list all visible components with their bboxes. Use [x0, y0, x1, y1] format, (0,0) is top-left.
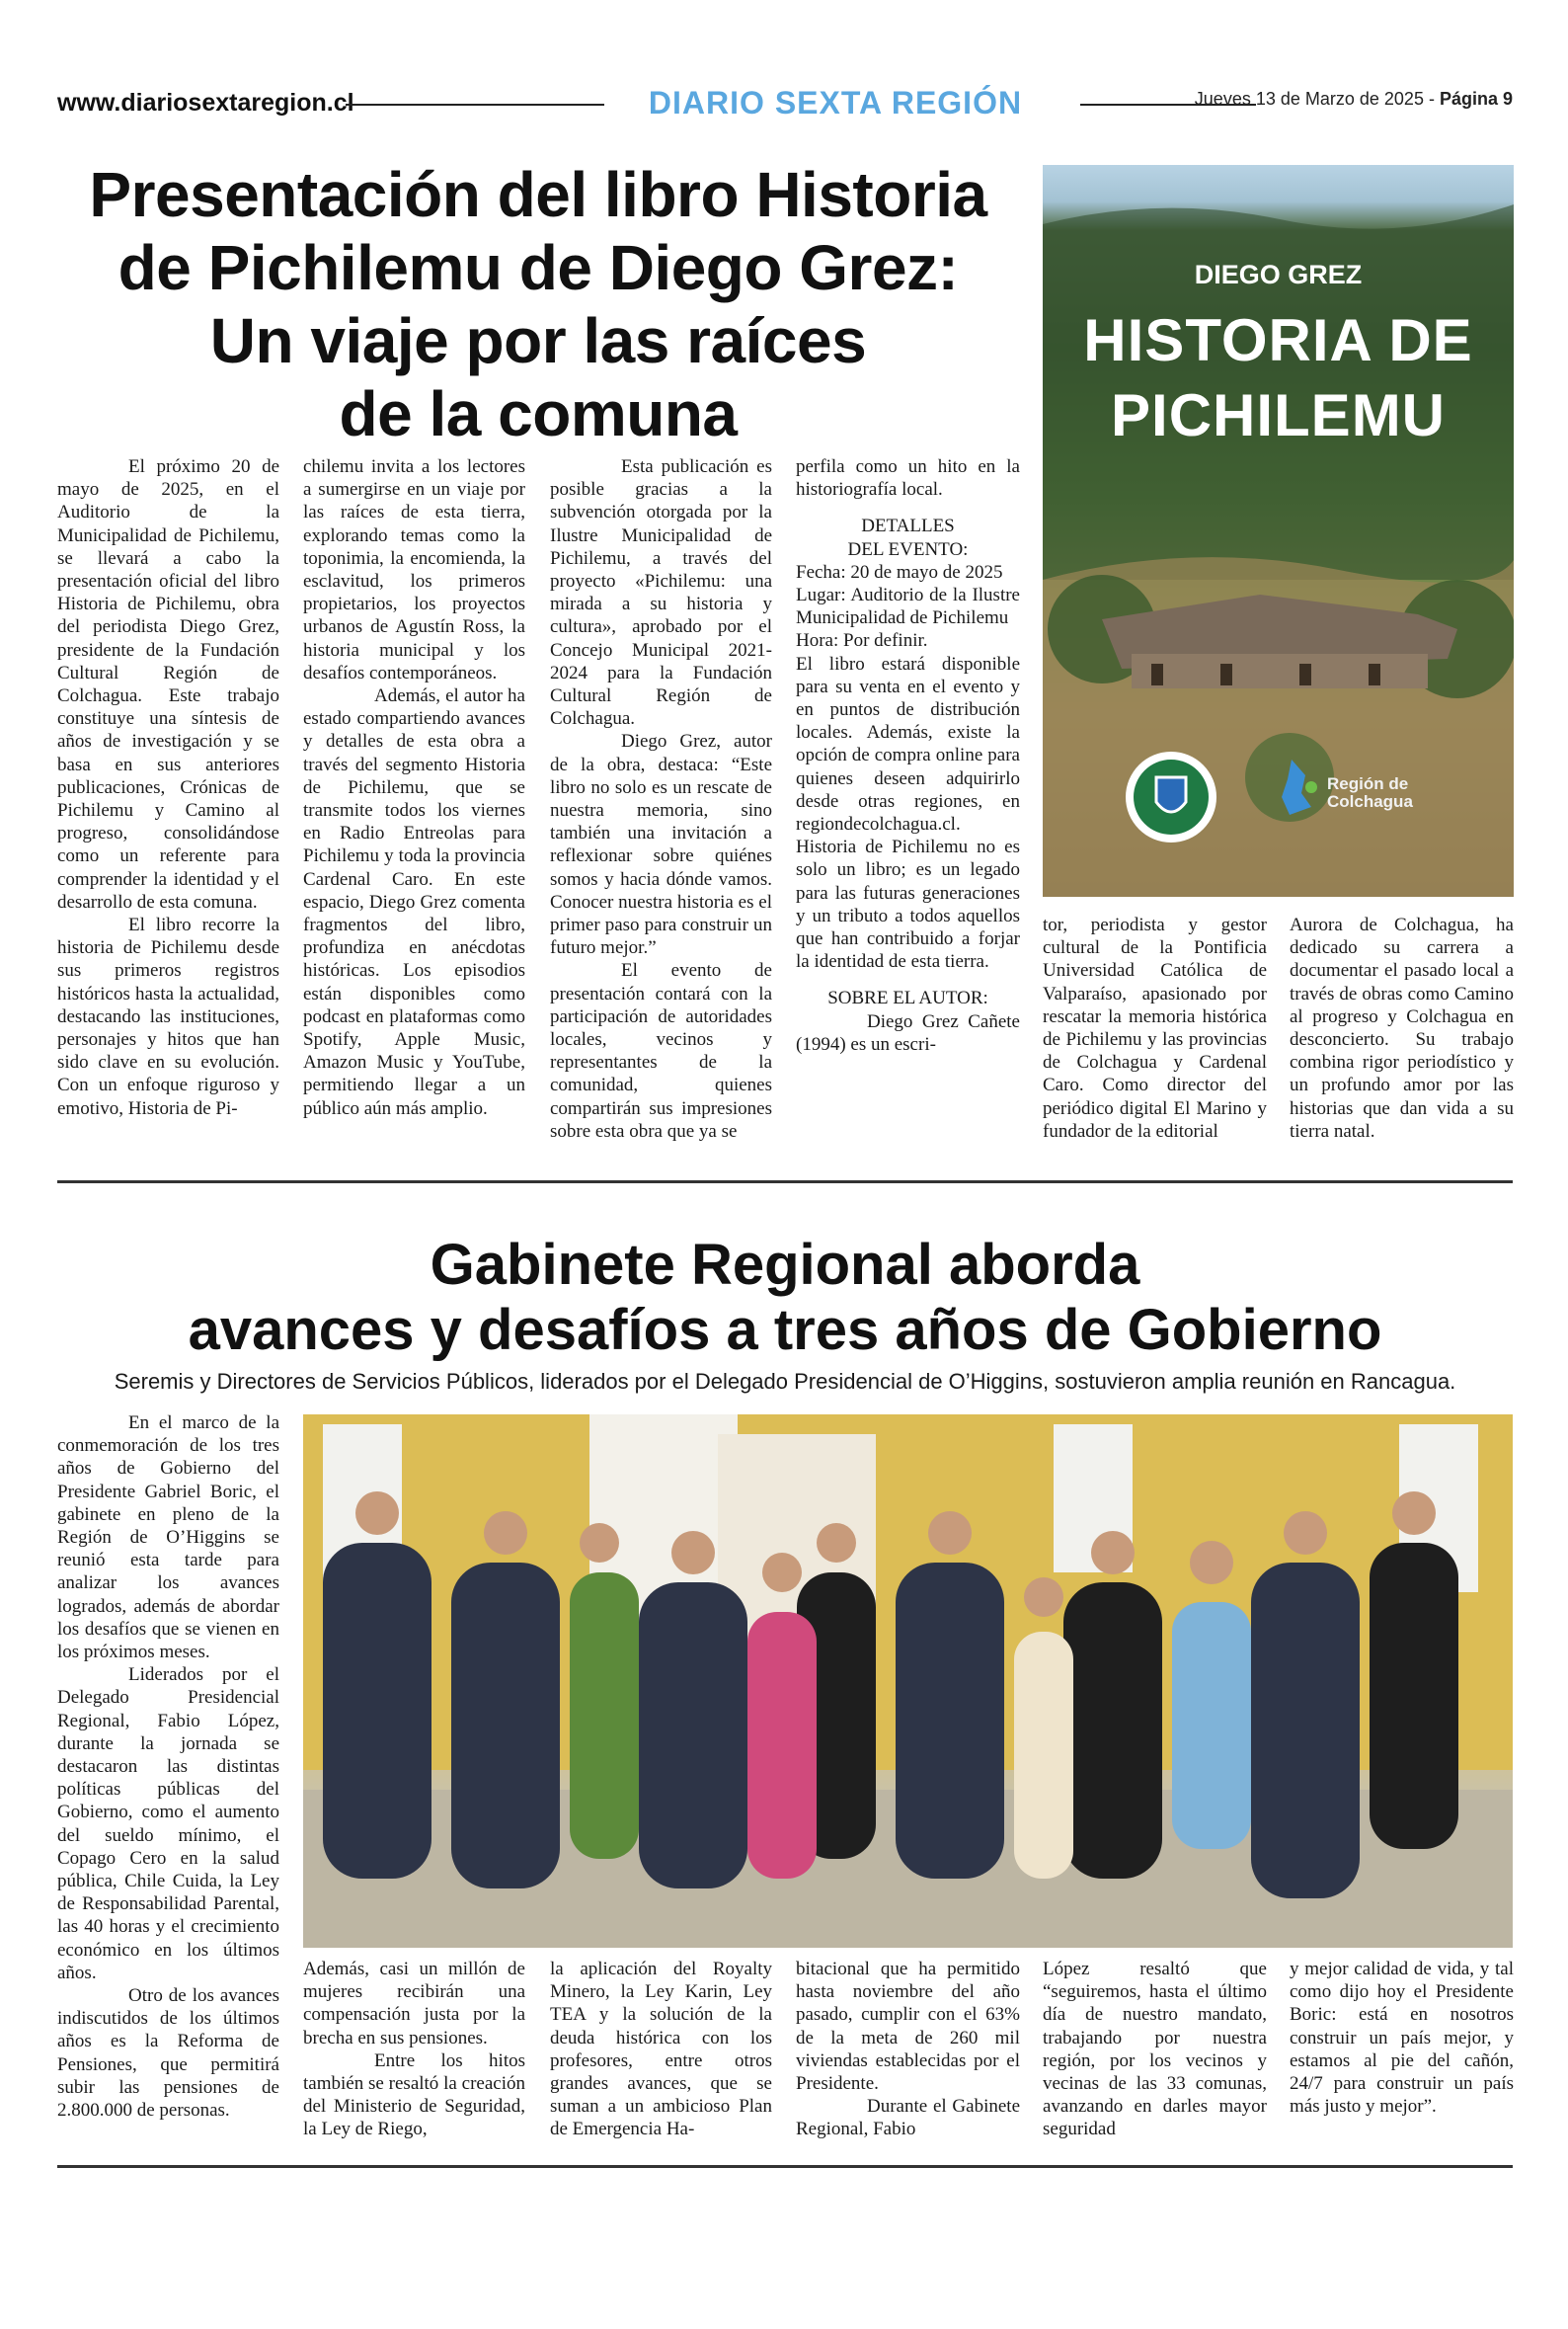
article2-column-5 [1043, 1958, 1267, 2141]
municipality-seal-icon [1122, 748, 1270, 846]
page-number: Página 9 [1439, 89, 1513, 109]
article2-column-4 [796, 1958, 1020, 2141]
article1-headline: Presentación del libro Historia de Pichilemu de Diego Grez: Un viaje por las raíces de la comuna [89, 159, 987, 449]
paragraph: El libro recorre la historia de Pichilemu desde sus primeros registros históricos hasta la actualidad, destacando las instituciones, personajes y hitos que han sido clave en su evolución. Con un enfoque riguroso y emotivo, Historia de Pi- [57, 915, 279, 1119]
paragraph: En el marco de la conmemoración de los tres años de Gobierno del Presidente Gabriel Boric, el gabinete en pleno de la Región de O’Higgins se reunió esta tarde para analizar los avances logrados, además de abordar los desafíos que se vienen en los próximos meses. [57, 1412, 279, 1663]
paragraph: Además, el autor ha estado compartiendo avances y detalles de esta obra a través del segmento Historia de Pichilemu, que se transmite todos los viernes en Radio Entreolas para Pichilemu y toda la provincia Cardenal Caro. En este espacio, Diego Grez comenta fragmentos del libro, profundiza en anécdotas históricas. Los episodios están disponibles como podcast en plataformas como Spotify, Apple Music, Amazon Music y YouTube, permitiendo llegar a un público aún más amplio. [303, 685, 525, 1119]
cover-title: HISTORIA DE PICHILEMU [1083, 307, 1473, 448]
group-photo-illustration [303, 1414, 1513, 1948]
header-divider-left [346, 104, 604, 106]
article1-column-6 [1290, 914, 1514, 1143]
article2-column-1 [57, 1411, 279, 2122]
issue-date: Jueves 13 de Marzo de 2025 - Página 9 [1194, 89, 1513, 109]
paragraph: López resaltó que “seguiremos, hasta el último día de nuestro mandato, trabajando por nuestra región, por los vecinos y vecinas de las 33 comunas, avanzando en darles mayor seguridad [1043, 1959, 1267, 2140]
paragraph: Liderados por el Delegado Presidencial Regional, Fabio López, durante la jornada se destacaron las distintas políticas públicas del Gobierno, como el aumento del sueldo mínimo, el Copago Cero en la salud pública, Chile Cuida, la Ley de Responsabilidad Parental, las 40 horas y el crecimiento económico en los últimos años. [57, 1664, 279, 1983]
book-cover-image [1043, 165, 1514, 897]
newspaper-brand: DIARIO SEXTA REGIÓN [648, 85, 1023, 120]
paragraph: y mejor calidad de vida, y tal como dijo hoy el Presidente Boric: está en nosotros construir un país mejor, y estamos al pie del cañón, 24/7 para construir un país más justo y mejor”. [1290, 1959, 1514, 2118]
cover-author: DIEGO GREZ [1194, 260, 1363, 289]
article2-column-6 [1290, 1958, 1514, 2118]
paragraph: Además, casi un millón de mujeres recibirán una compensación justa por la brecha en sus pensiones. [303, 1959, 525, 2048]
article2-subtitle: Seremis y Directores de Servicios Públicos, liderados por el Delegado Presidencial de O’Higgins, sostuvieron amplia reunión en Rancagua. [114, 1369, 1456, 1394]
detail-time: Hora: Por definir. [796, 630, 928, 652]
paragraph: Durante el Gabinete Regional, Fabio [796, 2096, 1020, 2140]
paragraph: chilemu invita a los lectores a sumergirse en un viaje por las raíces de esta tierra, explorando temas como la toponimia, la encomienda, la esclavitud, los primeros propietarios, los proyectos urbanos de Agustín Ross, la historia municipal y los desafíos contemporáneos. [303, 456, 525, 683]
paragraph: El libro estará disponible para su venta en el evento y en puntos de distribución locales. Además, existe la opción de compra online para quienes deseen adquirirlo desde otras regiones, en regiondecolchagua.cl. [796, 653, 1020, 836]
cabinet-group-photo [303, 1414, 1513, 1948]
details-heading: DETALLES DEL EVENTO: [847, 516, 969, 560]
paragraph: Otro de los avances indiscutidos de los últimos años es la Reforma de Pensiones, que permitirá subir las pensiones de 2.800.000 de personas. [57, 1985, 279, 2122]
region-logo-icon [1272, 758, 1321, 817]
paragraph: Historia de Pichilemu no es solo un libro; es un legado para las futuras generaciones y un tributo a todos aquellos que han contribuido a forjar la identidad de esta tierra. [796, 837, 1020, 973]
bottom-divider [57, 2165, 1513, 2168]
detail-place: Lugar: Auditorio de la Ilustre Municipalidad de Pichilemu [796, 585, 1020, 629]
paragraph: perfila como un hito en la historiografía local. [796, 456, 1020, 501]
site-url[interactable]: www.diariosextaregion.cl [57, 89, 354, 117]
cover-logo-text: Región de Colchagua [1327, 774, 1413, 811]
article2-column-3 [550, 1958, 772, 2141]
paragraph: Diego Grez Cañete (1994) es un escri- [796, 1010, 1020, 1055]
paragraph: Esta publicación es posible gracias a la subvención otorgada por la Ilustre Municipalidad de Pichilemu, a través del proyecto «Pichilemu: una mirada a su historia y cultura», aprobado por el Concejo Municipal 2021-2024 para la Fundación Cultural Región de Colchagua. [550, 456, 772, 730]
article1-column-3 [550, 455, 772, 1143]
article1-column-1 [57, 455, 279, 1120]
paragraph: Entre los hitos también se resaltó la creación del Ministerio de Seguridad, la Ley de Riego, [303, 2049, 525, 2140]
article1-column-2 [303, 455, 525, 1120]
paragraph: Diego Grez, autor de la obra, destaca: “Este libro no solo es un rescate de nuestra memoria, sino también una invitación a reflexionar sobre quiénes somos y hacia dónde vamos. Conocer nuestra historia es el primer paso para construir un futuro mejor.” [550, 731, 772, 959]
paragraph: la aplicación del Royalty Minero, la Ley Karin, Ley TEA y la solución de la deuda histórica con los profesores, entre otros grandes avances, que se suman a un ambicioso Plan de Emergencia Ha- [550, 1959, 772, 2140]
section-divider [57, 1180, 1513, 1183]
article2-headline: Gabinete Regional aborda avances y desafíos a tres años de Gobierno [188, 1233, 1382, 1362]
article1-column-4 [796, 455, 1020, 1056]
paragraph: Aurora de Colchagua, ha dedicado su carrera a documentar el pasado local a través de obras como Camino al progreso y Colchagua en desconcierto. Su trabajo combina rigor periodístico y un profundo amor por las historias que dan vida a su tierra natal. [1290, 915, 1514, 1142]
detail-date: Fecha: 20 de mayo de 2025 [796, 561, 1003, 583]
article2-column-2 [303, 1958, 525, 2141]
article1-column-5 [1043, 914, 1267, 1143]
paragraph: El evento de presentación contará con la participación de autoridades locales, vecinos y representantes de la comunidad, quienes compartirán sus impresiones sobre esta obra que ya se [550, 960, 772, 1142]
paragraph: tor, periodista y gestor cultural de la Pontificia Universidad Católica de Valparaíso, apasionado por rescatar la memoria histórica de Pichilemu y las provincias de Colchagua y Cardenal Caro. Como director del periódico digital El Marino y fundador de la editorial [1043, 915, 1267, 1142]
page-header [57, 85, 1513, 124]
paragraph: El próximo 20 de mayo de 2025, en el Auditorio de la Municipalidad de Pichilemu, se llevará a cabo la presentación oficial del libro Historia de Pichilemu, obra del periodista Diego Grez, presidente de la Fundación Cultural Región de Colchagua. Este trabajo constituye una síntesis de años de investigación y se basa en sus anteriores publicaciones, Crónicas de Pichilemu y Camino al progreso, consolidándose como un referente para comprender la identidad y el desarrollo de esta comuna. [57, 456, 279, 913]
paragraph: bitacional que ha permitido hasta noviembre del año pasado, cumplir con el 63% de la meta de 260 mil viviendas establecidas por el Presidente. [796, 1959, 1020, 2095]
author-heading: SOBRE EL AUTOR: [827, 988, 988, 1009]
